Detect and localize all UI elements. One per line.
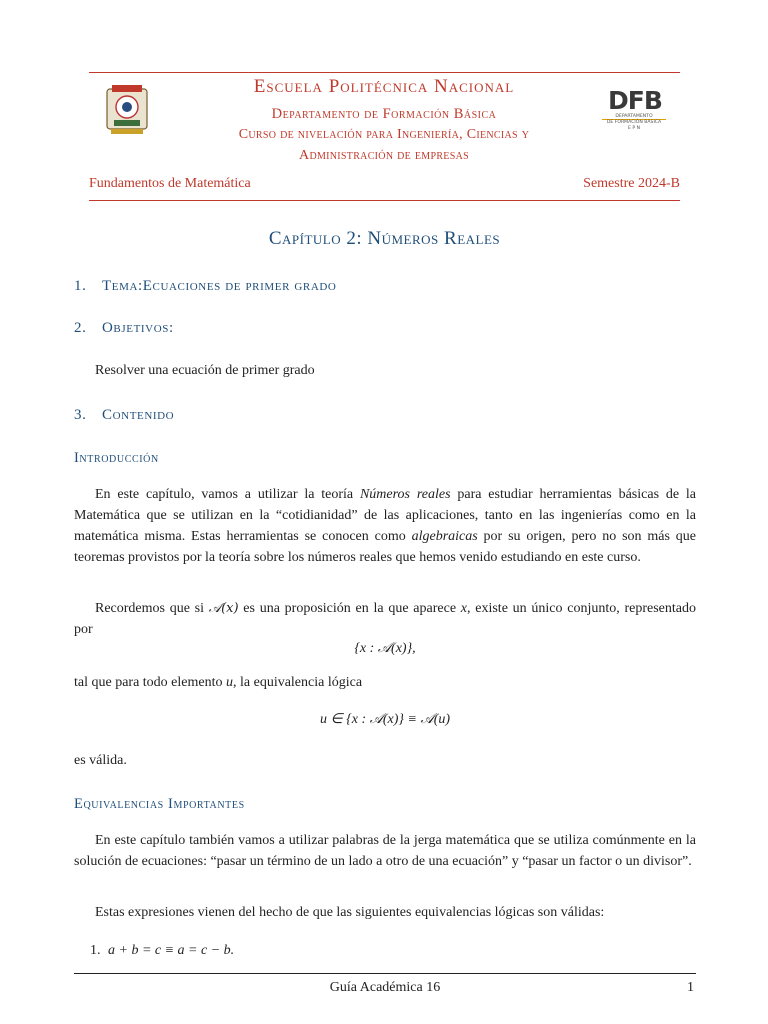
school-name: Escuela Politécnica Nacional [253, 76, 515, 97]
intro-paragraph-4: es válida. [74, 753, 127, 768]
intro-p3-part-a: tal que para todo elemento [74, 675, 226, 690]
department-name: Departamento de Formación Básica [271, 106, 497, 122]
equivalences-paragraph-1: En este capítulo también vamos a utilizar palabras de la jerga matemática que se utiliza comúnmente en la solución de ecuaciones: “pasar un término de un lado a otro de una ecuación” y “pasar un factor o un divisor”. [74, 833, 696, 869]
subject-name: Fundamentos de Matemática [89, 176, 251, 191]
intro-p3-variable: u [226, 675, 233, 690]
intro-paragraph-2 [74, 598, 696, 640]
header-top-rule [89, 72, 680, 73]
equivalence-item-1-number: 1. [90, 943, 101, 958]
equivalences-paragraph-2: Estas expresiones vienen del hecho de que las siguientes equivalencias lógicas son válidas: [95, 905, 605, 920]
section-2-title: Objetivos: [102, 320, 174, 336]
intro-p2-part-a: Recordemos que si [95, 601, 209, 616]
epn-seal-logo [106, 84, 148, 136]
equation-set-definition: {x : 𝒜(x)}, [354, 641, 416, 656]
intro-p1-part-a: En este capítulo, vamos a utilizar la teoría [95, 487, 360, 502]
semester-label: Semestre 2024-B [583, 176, 680, 191]
intro-paragraph-1 [74, 484, 696, 568]
objective-text: Resolver una ecuación de primer grado [95, 363, 315, 378]
section-1-title: Tema:Ecuaciones de primer grado [102, 278, 337, 294]
intro-p1-part-c: por su origen, pero no son más que teoremas provistos por la teoría sobre los números reales que hemos venido estudiando en este curso. [74, 529, 697, 565]
intro-p1-emphasis-2: algebraicas [411, 529, 478, 544]
header-bottom-rule [89, 200, 680, 201]
dfb-logo-sub-1: DEPARTAMENTO [615, 114, 653, 119]
equivalences-heading: Equivalencias Importantes [74, 796, 245, 812]
section-3-heading [74, 407, 174, 424]
intro-paragraph-3 [74, 672, 362, 693]
intro-p2-proposition: 𝒜(x) [208, 601, 239, 616]
intro-p2-variable: x [460, 601, 467, 616]
dfb-logo [602, 88, 666, 132]
intro-p1-emphasis-1: Números reales [359, 487, 451, 502]
section-3-number: 3. [74, 407, 87, 423]
equation-logical-equivalence: u ∈ {x : 𝒜(x)} ≡ 𝒜(u) [319, 712, 451, 727]
intro-p1-part-b: para estudiar herramientas básicas de la Matemática que se utilizan en la “cotidianidad” de las aplicaciones, tanto en las ingenierías como en la matemática misma. Estas herramientas se conocen como [74, 487, 696, 544]
dfb-logo-sub-2: DE FORMACIÓN BÁSICA [602, 119, 666, 125]
course-line-2: Administración de empresas [299, 148, 469, 163]
dfb-logo-sub-3: E P N [627, 125, 641, 131]
section-3-title: Contenido [102, 407, 175, 423]
footer-rule [74, 973, 696, 974]
intro-p2-part-c: , existe un único conjunto, representado por [74, 601, 696, 637]
intro-p2-part-b: es una proposición en la que aparece [238, 601, 461, 616]
section-1-number: 1. [74, 278, 87, 294]
equivalence-item-1 [90, 940, 234, 961]
section-1-heading [74, 278, 336, 295]
section-2-heading [74, 320, 174, 337]
course-line-1: Curso de nivelación para Ingeniería, Ciencias y [238, 127, 530, 142]
intro-heading: Introducción [74, 450, 159, 466]
intro-p3-part-b: , la equivalencia lógica [233, 675, 363, 690]
section-2-number: 2. [74, 320, 87, 336]
equivalence-item-1-formula: a + b = c ≡ a = c − b. [108, 943, 235, 958]
footer-guide-title: Guía Académica 16 [329, 980, 441, 995]
page-number: 1 [687, 980, 694, 995]
chapter-title: Capítulo 2: Números Reales [268, 228, 501, 249]
dfb-logo-letters: DFB [608, 86, 662, 115]
